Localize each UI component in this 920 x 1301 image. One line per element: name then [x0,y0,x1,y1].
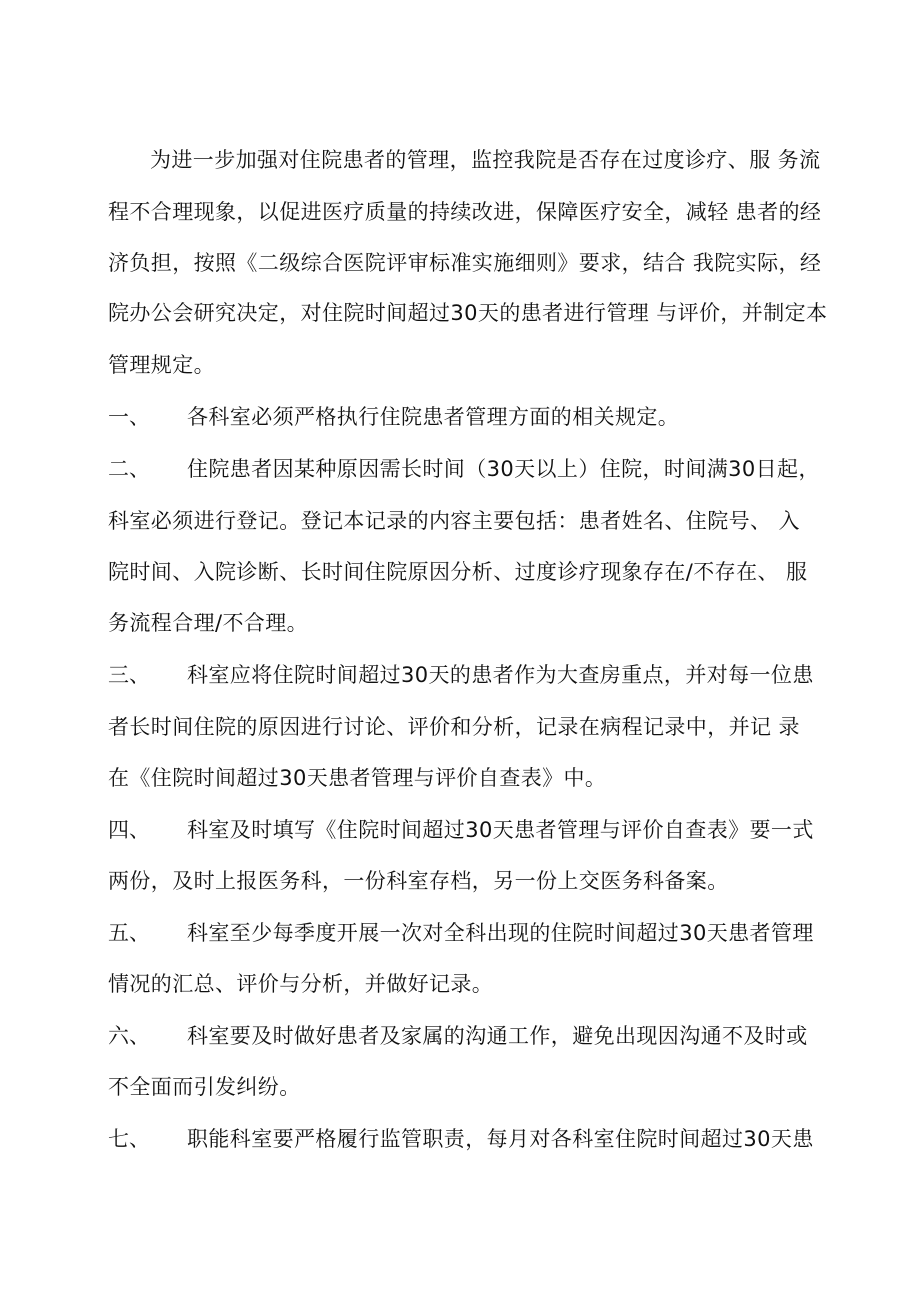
item-5-line-1: 科室至少每季度开展一次对全科出现的住院时间超过30天患者管理 [187,921,814,945]
item-1-line-1: 各科室必须严格执行住院患者管理方面的相关规定。 [187,405,680,429]
item-2-number: 二、 [108,457,150,481]
item-3-line-1: 科室应将住院时间超过30天的患者作为大查房重点，并对每一位患 [187,663,814,687]
intro-line-1: 为进一步加强对住院患者的管理，监控我院是否存在过度诊疗、服 务流 [150,148,821,172]
item-2-line-3: 院时间、入院诊断、长时间住院原因分析、过度诊疗现象存在/不存在、 服 [108,560,808,584]
item-2-line-4: 务流程合理/不合理。 [108,611,309,635]
item-5-number: 五、 [108,921,150,945]
intro-line-4: 院办公会研究决定，对住院时间超过30天的患者进行管理 与评价，并制定本 [108,301,828,325]
item-2-line-1: 住院患者因某种原因需长时间（30天以上）住院，时间满30日起， [187,457,820,481]
item-3-line-2: 者长时间住院的原因进行讨论、评价和分析，记录在病程记录中，并记 录 [108,715,800,739]
item-7-line-1: 职能科室要严格履行监管职责，每月对各科室住院时间超过30天患 [187,1127,814,1151]
item-6-line-1: 科室要及时做好患者及家属的沟通工作，避免出现因沟通不及时或 [187,1024,808,1048]
item-3-line-3: 在《住院时间超过30天患者管理与评价自查表》中。 [108,766,607,790]
item-6-line-2: 不全面而引发纠纷。 [108,1075,301,1099]
intro-line-2: 程不合理现象，以促进医疗质量的持续改进，保障医疗安全，减轻 患者的经 [108,200,822,224]
item-4-line-1: 科室及时填写《住院时间超过30天患者管理与评价自查表》要一式 [187,818,814,842]
item-6-number: 六、 [108,1024,150,1048]
item-7-number: 七、 [108,1127,150,1151]
intro-line-5: 管理规定。 [108,353,215,377]
item-4-number: 四、 [108,818,150,842]
item-5-line-2: 情况的汇总、评价与分析，并做好记录。 [108,972,494,996]
item-4-line-2: 两份，及时上报医务科，一份科室存档，另一份上交医务科备案。 [108,869,729,893]
item-3-number: 三、 [108,663,150,687]
intro-line-3: 济负担，按照《二级综合医院评审标准实施细则》要求，结合 我院实际，经 [108,251,822,275]
item-1-number: 一、 [108,405,150,429]
item-2-line-2: 科室必须进行登记。登记本记录的内容主要包括：患者姓名、住院号、 入 [108,509,800,533]
